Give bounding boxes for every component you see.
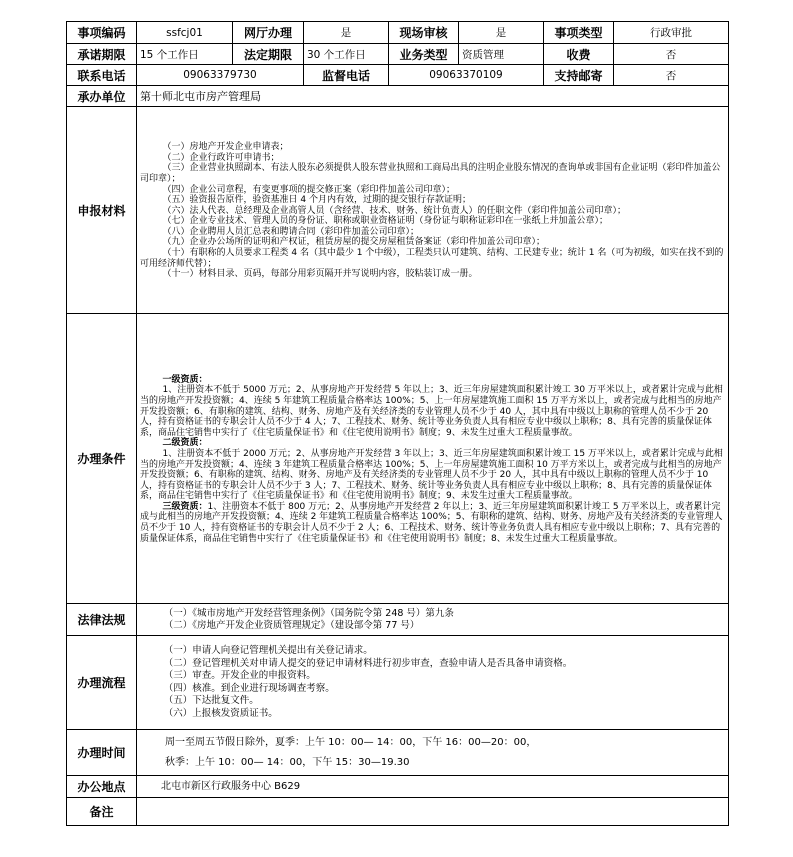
legal-period-value: 30 个工作日 xyxy=(304,44,389,65)
business-type-value: 资质管理 xyxy=(459,44,544,65)
contact-phone-value: 09063379730 xyxy=(137,65,304,86)
fee-label: 收费 xyxy=(544,44,614,65)
promised-period-label: 承诺期限 xyxy=(67,44,137,65)
material-item: （十一）材料目录、页码，每部分用彩页隔开并写说明内容，胶粘装订成一册。 xyxy=(162,269,478,280)
supervision-phone-label: 监督电话 xyxy=(304,65,389,86)
online-handling-value: 是 xyxy=(304,22,389,44)
item-type-value: 行政审批 xyxy=(614,22,729,44)
material-item: （五）验资报告原件，验资基准日 4 个月内有效，过期的提交银行存款证明； xyxy=(162,195,471,206)
material-item: （十）有职称的人员要求工程类 4 名（其中最少 1 个中级），工程类只认可建筑、结构、工民建专业；统计 1 名（可为初级，如实在找不到的可用经济师代替）； xyxy=(140,248,724,269)
remark-label: 备注 xyxy=(67,798,137,826)
row-hours xyxy=(67,730,729,776)
business-type-label: 业务类型 xyxy=(389,44,459,65)
process-step: （五）下达批复文件。 xyxy=(163,695,259,706)
row-conditions xyxy=(67,314,729,604)
level2-text: 1、注册资本不低于 2000 万元；2、从事房地产开发经营 3 年以上；3、近三年房屋建筑面积累计竣工 15 万平米以上，或者累计完成与此相当的房地产开发投资额；4、连续 3 年建筑工程质量合格率达 100%；5、上一年房屋建筑施工面积 10 万平方米以上，或者完成与此相当的房地产开发投资额；6、有职称的建筑、结构、财务、房地产及有关经济类的专业管理人员不少于 20 人，其中具有中级以上职称的管理人员不少于 10 人，持有资格证书的专职会计人员不少于 3 人；7、工程技术、财务、统计等业务负责人具有相应专业中级以上职称；8、具有完善的质量保证体系，商品住宅销售中实行了《住宅质量保证书》和《住宅使用说明书》制度；9、未发生过重大工程质量事故。 xyxy=(140,448,723,502)
level1-text: 1、注册资本不低于 5000 万元；2、从事房地产开发经营 5 年以上；3、近三年房屋建筑面积累计竣工 30 万平米以上，或者累计完成与此相当的房地产开发投资额；4、连续 5 年建筑工程质量合格率达 100%；5、上一年房屋建筑施工面积 15 万平方米以上，或者完成与此相当的房地产开发投资额；6、有职称的建筑、结构、财务、房地产及有关经济类的专业管理人员不少于 40 人，其中具有中级以上职称的管理人员不少于 20 人，持有资格证书的专职会计人员不少于 4 人；7、工程技术、财务、统计等业务负责人具有相应专业中级以上职称；8、具有完善的质量保证体系，商品住宅销售中实行了《住宅质量保证书》和《住宅使用说明书》制度；9、未发生过重大工程质量事故。 xyxy=(140,385,723,438)
level2-title: 二级资质： xyxy=(162,438,208,449)
conditions-label: 办理条件 xyxy=(67,314,137,604)
process-step: （一）申请人向登记管理机关提出有关登记请求。 xyxy=(163,645,373,656)
onsite-review-value: 是 xyxy=(459,22,544,44)
item-code-value: ssfcj01 xyxy=(137,22,233,44)
laws-list xyxy=(137,604,729,636)
level3-title: 三级资质： xyxy=(162,501,208,512)
legal-period-label: 法定期限 xyxy=(233,44,304,65)
row-address xyxy=(67,776,729,798)
process-step: （三）审查。开发企业的申报资料。 xyxy=(163,670,316,681)
online-handling-label: 网厅办理 xyxy=(233,22,304,44)
item-type-label: 事项类型 xyxy=(544,22,614,44)
level1-title: 一级资质： xyxy=(162,374,208,385)
row-phone xyxy=(67,65,729,86)
material-item: （六）法人代表、总经理及企业高管人员（含经营、技术、财务、统计负责人）的任职文件（彩印件加盖公司印章）； xyxy=(162,205,627,216)
material-item: （九）企业办公场所的证明和产权证，租赁房屋的提交房屋租赁备案证（彩印件加盖公司印章）； xyxy=(162,237,546,248)
hours-line-summer: 周一至周五节假日除外，夏季：上午 10：00— 14：00，下午 16：00—20：00， xyxy=(165,736,537,748)
material-item: （三）企业营业执照副本、有法人股东必须提供人股东营业执照和工商局出具的注明企业股东情况的查询单或非国有企业证明（彩印件加盖公司印章）； xyxy=(140,163,721,184)
promised-period-value: 15 个工作日 xyxy=(137,44,233,65)
law-item: （一）《城市房地产开发经营管理条例》（国务院令第 248 号）第九条 xyxy=(163,607,454,619)
material-item: （二）企业行政许可申请书； xyxy=(162,152,280,163)
materials-list xyxy=(137,107,729,314)
address-value: 北屯市新区行政服务中心 B629 xyxy=(137,776,729,798)
laws-label: 法律法规 xyxy=(67,604,137,636)
mail-support-label: 支持邮寄 xyxy=(544,65,614,86)
material-item: （四）企业公司章程，有变更事项的提交修正案（彩印件加盖公司印章）； xyxy=(162,184,456,195)
material-item: （七）企业专业技术、管理人员的身份证、职称或职业资格证明（身份证与职称证彩印在一张纸上并加盖公章）； xyxy=(162,216,609,227)
fee-value: 否 xyxy=(614,44,729,65)
process-list xyxy=(137,636,729,730)
row-unit xyxy=(67,86,729,107)
row-deadline xyxy=(67,44,729,65)
process-label: 办理流程 xyxy=(67,636,137,730)
materials-label: 申报材料 xyxy=(67,107,137,314)
hours-text xyxy=(137,730,729,776)
process-step: （四）核准。到企业进行现场调查考察。 xyxy=(163,682,335,694)
mail-support-value: 否 xyxy=(614,65,729,86)
material-item: （八）企业聘用人员汇总表和聘请合同（彩印件加盖公司印章）； xyxy=(162,226,420,237)
item-code-label: 事项编码 xyxy=(67,22,137,44)
hours-label: 办理时间 xyxy=(67,730,137,776)
service-item-table xyxy=(66,21,729,826)
unit-value: 第十师北屯市房产管理局 xyxy=(137,86,729,107)
remark-value xyxy=(137,798,729,826)
row-remark xyxy=(67,798,729,826)
conditions-text xyxy=(137,314,729,604)
address-label: 办公地点 xyxy=(67,776,137,798)
supervision-phone-value: 09063370109 xyxy=(389,65,544,86)
onsite-review-label: 现场审核 xyxy=(389,22,459,44)
contact-phone-label: 联系电话 xyxy=(67,65,137,86)
row-code xyxy=(67,22,729,44)
process-step: （二）登记管理机关对申请人提交的登记申请材料进行初步审查，查验申请人是否具备申请资格。 xyxy=(163,657,573,669)
law-item: （二）《房地产开发企业资质管理规定》（建设部令第 77 号） xyxy=(163,619,420,631)
row-process xyxy=(67,636,729,730)
row-materials xyxy=(67,107,729,314)
hours-line-autumn: 秋季：上午 10：00— 14：00，下午 15：30—19.30 xyxy=(165,756,410,768)
unit-label: 承办单位 xyxy=(67,86,137,107)
process-step: （六）上报核发资质证书。 xyxy=(163,707,278,719)
level3-text: 1、注册资本不低于 800 万元；2、从事房地产开发经营 2 年以上；3、近三年房屋建筑面积累计竣工 5 万平米以上，或者累计完成与此相当的房地产开发投资额；4、连续 2 年建筑工程质量合格率达 100%；5、有职称的建筑、结构、财务、房地产及有关经济类的专业管理人员不少于 10 人，持有资格证书的专职会计人员不少于 2 人；6、工程技术、财务、统计等业务负责人具有相应专业中级以上职称；7、具有完善的质量保证体系，商品住宅销售中实行了《住宅质量保证书》和《住宅使用说明书》制度；8、未发生过重大工程质量事故。 xyxy=(140,501,723,544)
row-laws xyxy=(67,604,729,636)
material-item: （一）房地产开发企业申请表； xyxy=(162,142,289,153)
